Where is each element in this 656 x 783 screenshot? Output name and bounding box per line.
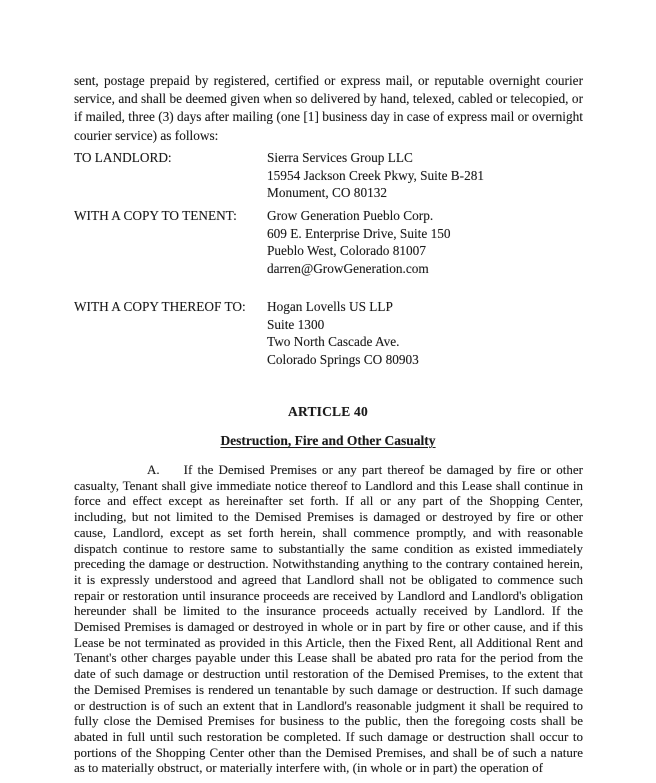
notice-delivery-paragraph: sent, postage prepaid by registered, certified or express mail, or reputable overnight courier service, and shall be deemed given when so delivered by hand, telexed, cabled or telecopied, or if mailed, three (3) days after mailing (one [1] business day in case of express mail or overnight courier service) as follows: [74,73,583,143]
article-40-title-text: Destruction, Fire and Other Casualty [220,433,436,448]
address-line: Colorado Springs CO 80903 [267,351,419,367]
notice-block-thereof-copy [74,298,594,368]
notice-label-thereof-copy: WITH A COPY THEREOF TO: [74,299,246,314]
section-a-paragraph [74,462,583,776]
notice-address-landlord [267,149,594,202]
address-line: 15954 Jackson Creek Pkwy, Suite B-281 [267,167,485,183]
section-letter: A. [147,462,160,477]
address-line: Monument, CO 80132 [267,185,388,200]
address-line: Grow Generation Pueblo Corp. [267,208,434,223]
address-line: Pueblo West, Colorado 81007 [267,243,426,258]
notice-block-tenant-copy [74,207,594,277]
article-40-title [0,433,656,449]
address-line: Suite 1300 [267,316,325,332]
notice-address-tenant-copy [267,207,594,277]
section-a-body-text: If the Demised Premises or any part thereof be damaged by fire or other casualty, Tenant shall give immediate notice thereof to Landlord and this Lease shall continue in force and effect except as hereinafter set forth. If all or any part of the Shopping Center, including, but not limited to the Demised Premises is damaged or destroyed by fire or other cause, Landlord, except as set forth herein, shall commence promptly, and with reasonable dispatch continue to restore same to substantially the same condition as existed immediately preceding the damage or destruction. Notwithstanding anything to the contrary contained herein, it is expressly understood and agreed that Landlord shall not be obligated to commence such repair or restoration until insurance proceeds are received by Landlord and Landlord's obligation hereunder shall be limited to the insurance proceeds actually received by Landlord. If the Demised Premises is damaged or destroyed in whole or in part by fire or other cause, and if this Lease be not terminated as provided in this Article, then the Fixed Rent, all Additional Rent and Tenant's other charges payable under this Lease shall be abated pro rata for the period from the date of such damage or destruction until restoration of the Demised Premises, to the extent that the Demised Premises is rendered un tenantable by such damage or destruction. If such damage or destruction is of such an extent that in Landlord's reasonable judgment it shall be required to fully close the Demised Premises for business to the public, then the foregoing costs shall be abated in full until such restoration be completed. If such damage or destruction shall occur to portions of the Shopping Center other than the Demised Premises, and shall be of such a nature as to materially obstruct, or materially interfere with, (in whole or in part) the operation of [74,462,583,776]
address-line: Hogan Lovells US LLP [267,299,393,314]
address-line: Sierra Services Group LLC [267,150,413,165]
address-line: 609 E. Enterprise Drive, Suite 150 [267,225,451,241]
notice-label-landlord: TO LANDLORD: [74,150,172,165]
notice-block-landlord [74,149,594,202]
address-line: Two North Cascade Ave. [267,334,400,349]
notice-address-thereof-copy [267,298,594,368]
address-line-email: darren@GrowGeneration.com [267,260,429,276]
notice-label-tenant-copy: WITH A COPY TO TENENT: [74,208,237,223]
article-40-heading: ARTICLE 40 [288,404,368,419]
